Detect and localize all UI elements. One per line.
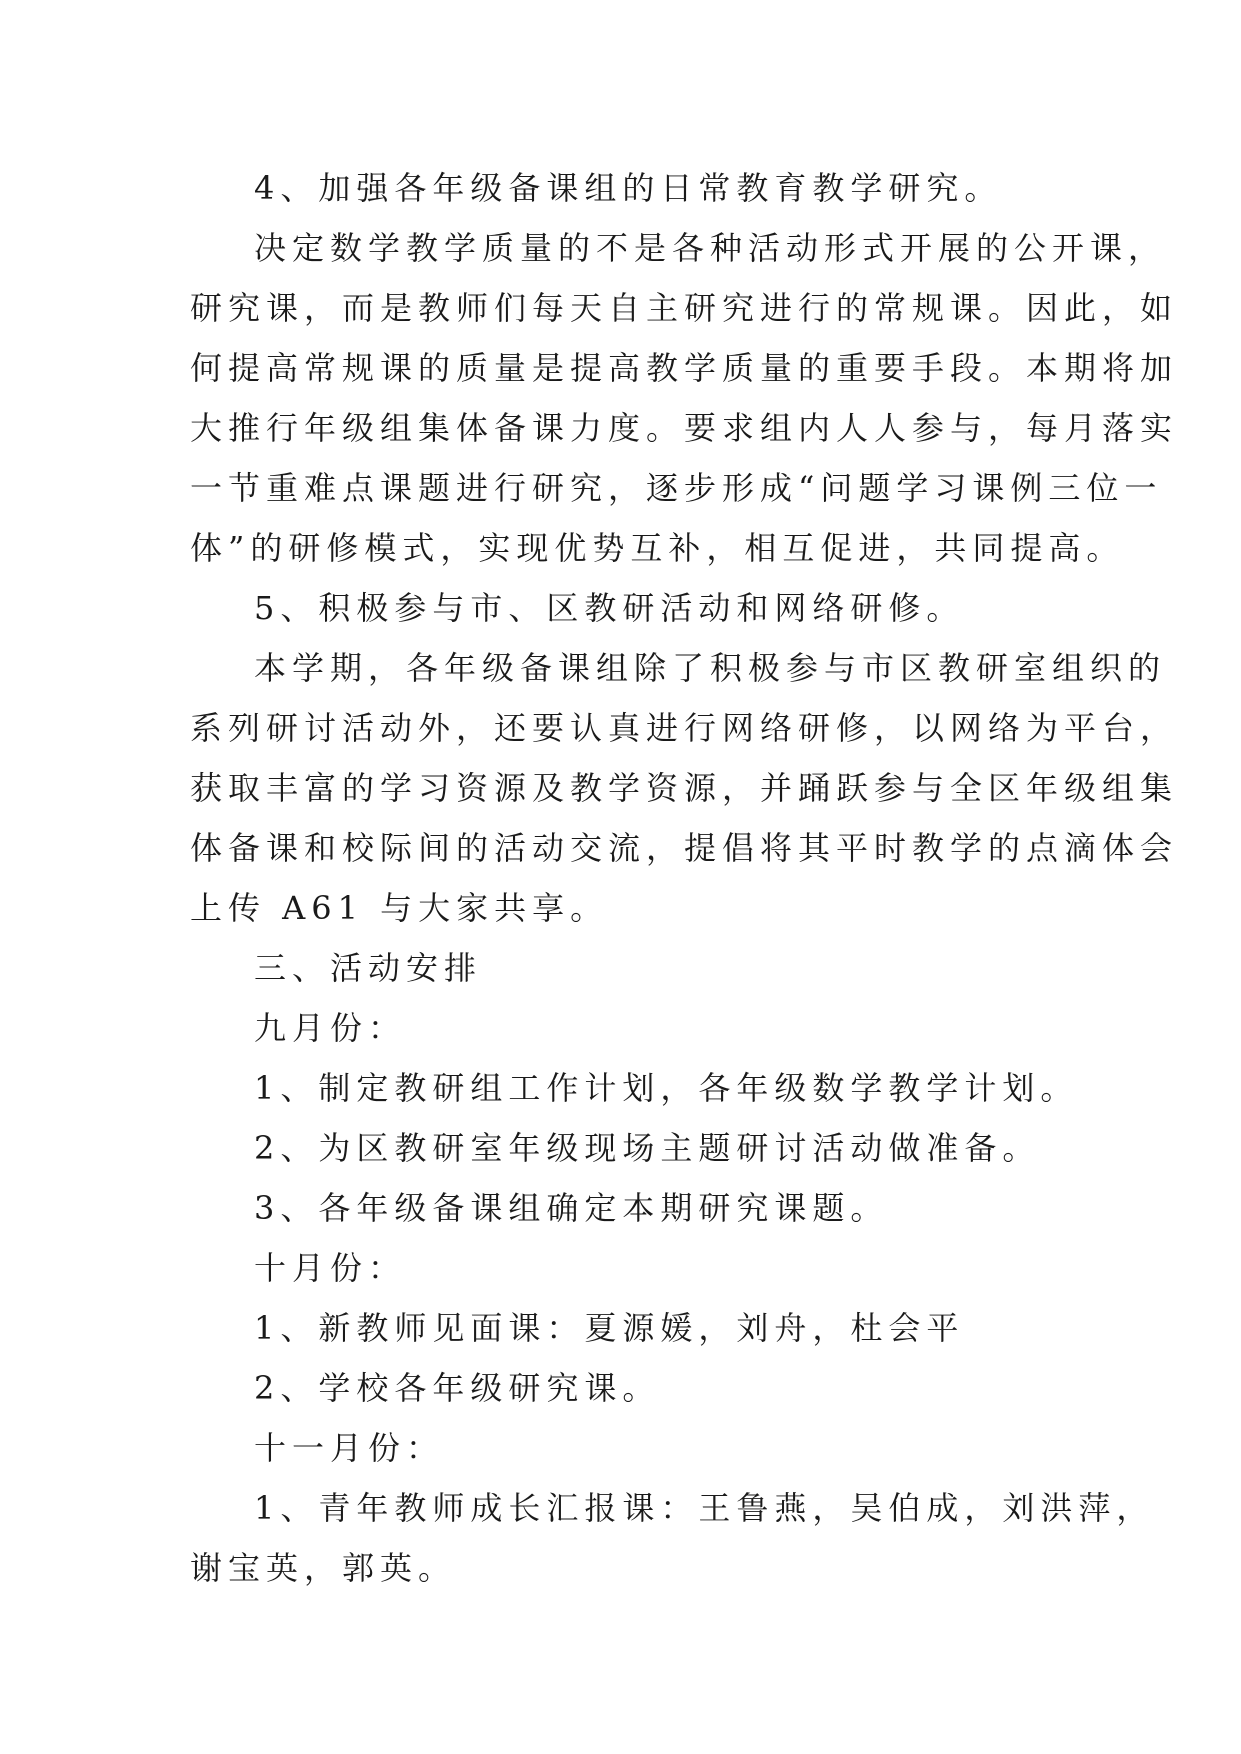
paragraph-line: 获取丰富的学习资源及教学资源，并踊跃参与全区年级组集 <box>190 769 1179 807</box>
paragraph-line: 本学期，各年级备课组除了积极参与市区教研室组织的 <box>254 649 1167 687</box>
month-heading-september: 九月份： <box>254 1009 407 1047</box>
paragraph-line: 一节重难点课题进行研究，逐步形成“问题学习课例三位一 <box>190 469 1163 507</box>
paragraph-line: 体备课和校际间的活动交流，提倡将其平时教学的点滴体会 <box>190 829 1179 867</box>
paragraph-line: 决定数学教学质量的不是各种活动形式开展的公开课， <box>254 229 1167 267</box>
month-heading-november: 十一月份： <box>254 1429 445 1467</box>
document-body <box>190 158 1179 1598</box>
paragraph-line: 研究课，而是教师们每天自主研究进行的常规课。因此，如 <box>190 289 1179 327</box>
month-heading-october: 十月份： <box>254 1249 407 1287</box>
paragraph-line: 体”的研修模式，实现优势互补，相互促进，共同提高。 <box>190 529 1125 567</box>
list-item-continuation: 谢宝英，郭英。 <box>190 1549 457 1587</box>
list-item: 1、制定教研组工作计划，各年级数学教学计划。 <box>254 1069 1079 1107</box>
list-item: 1、新教师见面课：夏源媛，刘舟，杜会平 <box>254 1309 965 1347</box>
paragraph-line: 大推行年级组集体备课力度。要求组内人人参与，每月落实 <box>190 409 1179 447</box>
list-item: 1、青年教师成长汇报课：王鲁燕，吴伯成，刘洪萍， <box>254 1489 1155 1527</box>
section-heading-5: 5、积极参与市、区教研活动和网络研修。 <box>254 589 965 627</box>
list-item: 2、为区教研室年级现场主题研讨活动做准备。 <box>254 1129 1041 1167</box>
paragraph-line: 何提高常规课的质量是提高教学质量的重要手段。本期将加 <box>190 349 1179 387</box>
paragraph-line: 上传 A61 与大家共享。 <box>190 889 609 927</box>
section-heading-4: 4、加强各年级备课组的日常教育教学研究。 <box>254 169 1003 207</box>
list-item: 2、学校各年级研究课。 <box>254 1369 661 1407</box>
paragraph-line: 系列研讨活动外，还要认真进行网络研修，以网络为平台， <box>190 709 1179 747</box>
section-heading-activities: 三、活动安排 <box>254 949 483 987</box>
list-item: 3、各年级备课组确定本期研究课题。 <box>254 1189 889 1227</box>
